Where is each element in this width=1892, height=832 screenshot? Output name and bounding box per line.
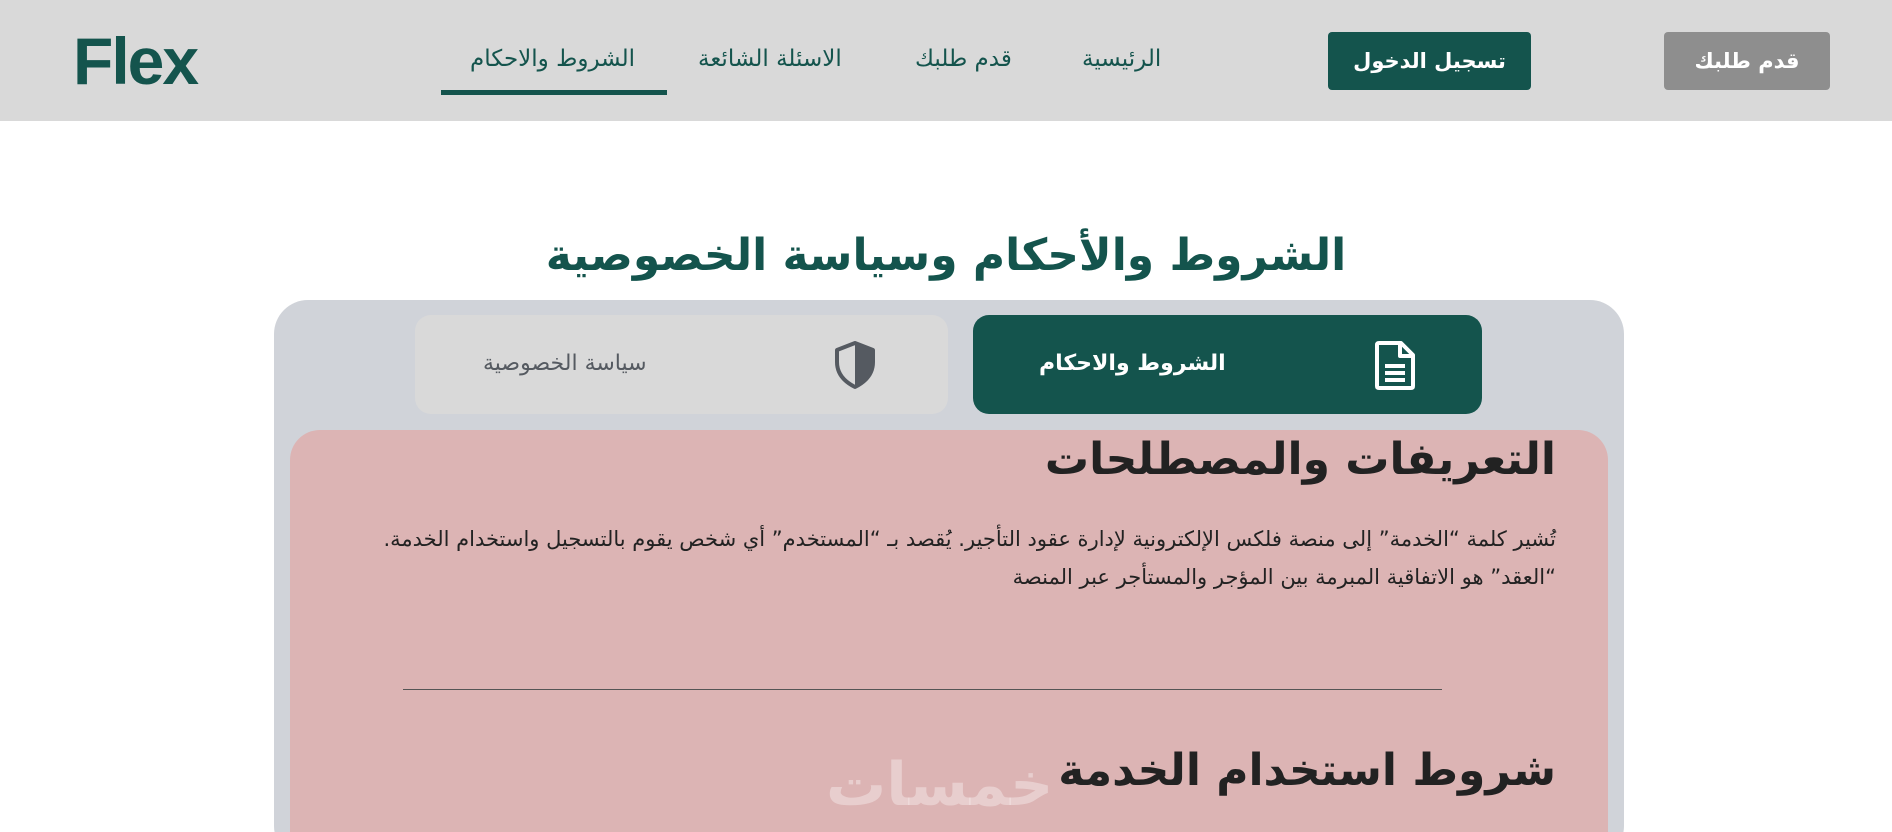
tab-privacy-label: سياسة الخصوصية: [483, 351, 647, 376]
definitions-paragraph: تُشير كلمة “الخدمة” إلى منصة فلكس الإلكترونية لإدارة عقود التأجير. يُقصد بـ “المستخدم” أي شخص يقوم بالتسجيل واستخدام الخدمة. “العقد” هو الاتفاقية المبرمة بين المؤجر والمستأجر عبر المنصة: [383, 527, 1556, 589]
watermark-logo: خمسات: [826, 750, 1054, 820]
top-header: [0, 0, 1892, 121]
tab-terms[interactable]: [973, 315, 1482, 414]
nav-active-indicator: [441, 90, 667, 95]
nav-link-terms[interactable]: الشروط والاحكام: [470, 46, 636, 72]
nav-link-apply[interactable]: قدم طلبك: [915, 46, 1012, 72]
tab-privacy[interactable]: [415, 315, 948, 414]
login-button[interactable]: تسجيل الدخول: [1328, 32, 1531, 90]
flex-logo[interactable]: Flex: [73, 24, 198, 98]
page-title: الشروط والأحكام وسياسة الخصوصية: [545, 230, 1347, 281]
nav-link-faq[interactable]: الاسئلة الشائعة: [698, 46, 842, 72]
shield-icon: [833, 340, 877, 394]
definitions-heading: التعريفات والمصطلحات: [1044, 434, 1556, 485]
nav-link-home[interactable]: الرئيسية: [1082, 46, 1162, 72]
usage-terms-heading: شروط استخدام الخدمة: [1058, 745, 1556, 796]
section-divider: [403, 689, 1442, 690]
document-icon: [1373, 340, 1417, 394]
tab-terms-label: الشروط والاحكام: [1039, 351, 1226, 376]
apply-button[interactable]: قدم طلبك: [1664, 32, 1830, 90]
